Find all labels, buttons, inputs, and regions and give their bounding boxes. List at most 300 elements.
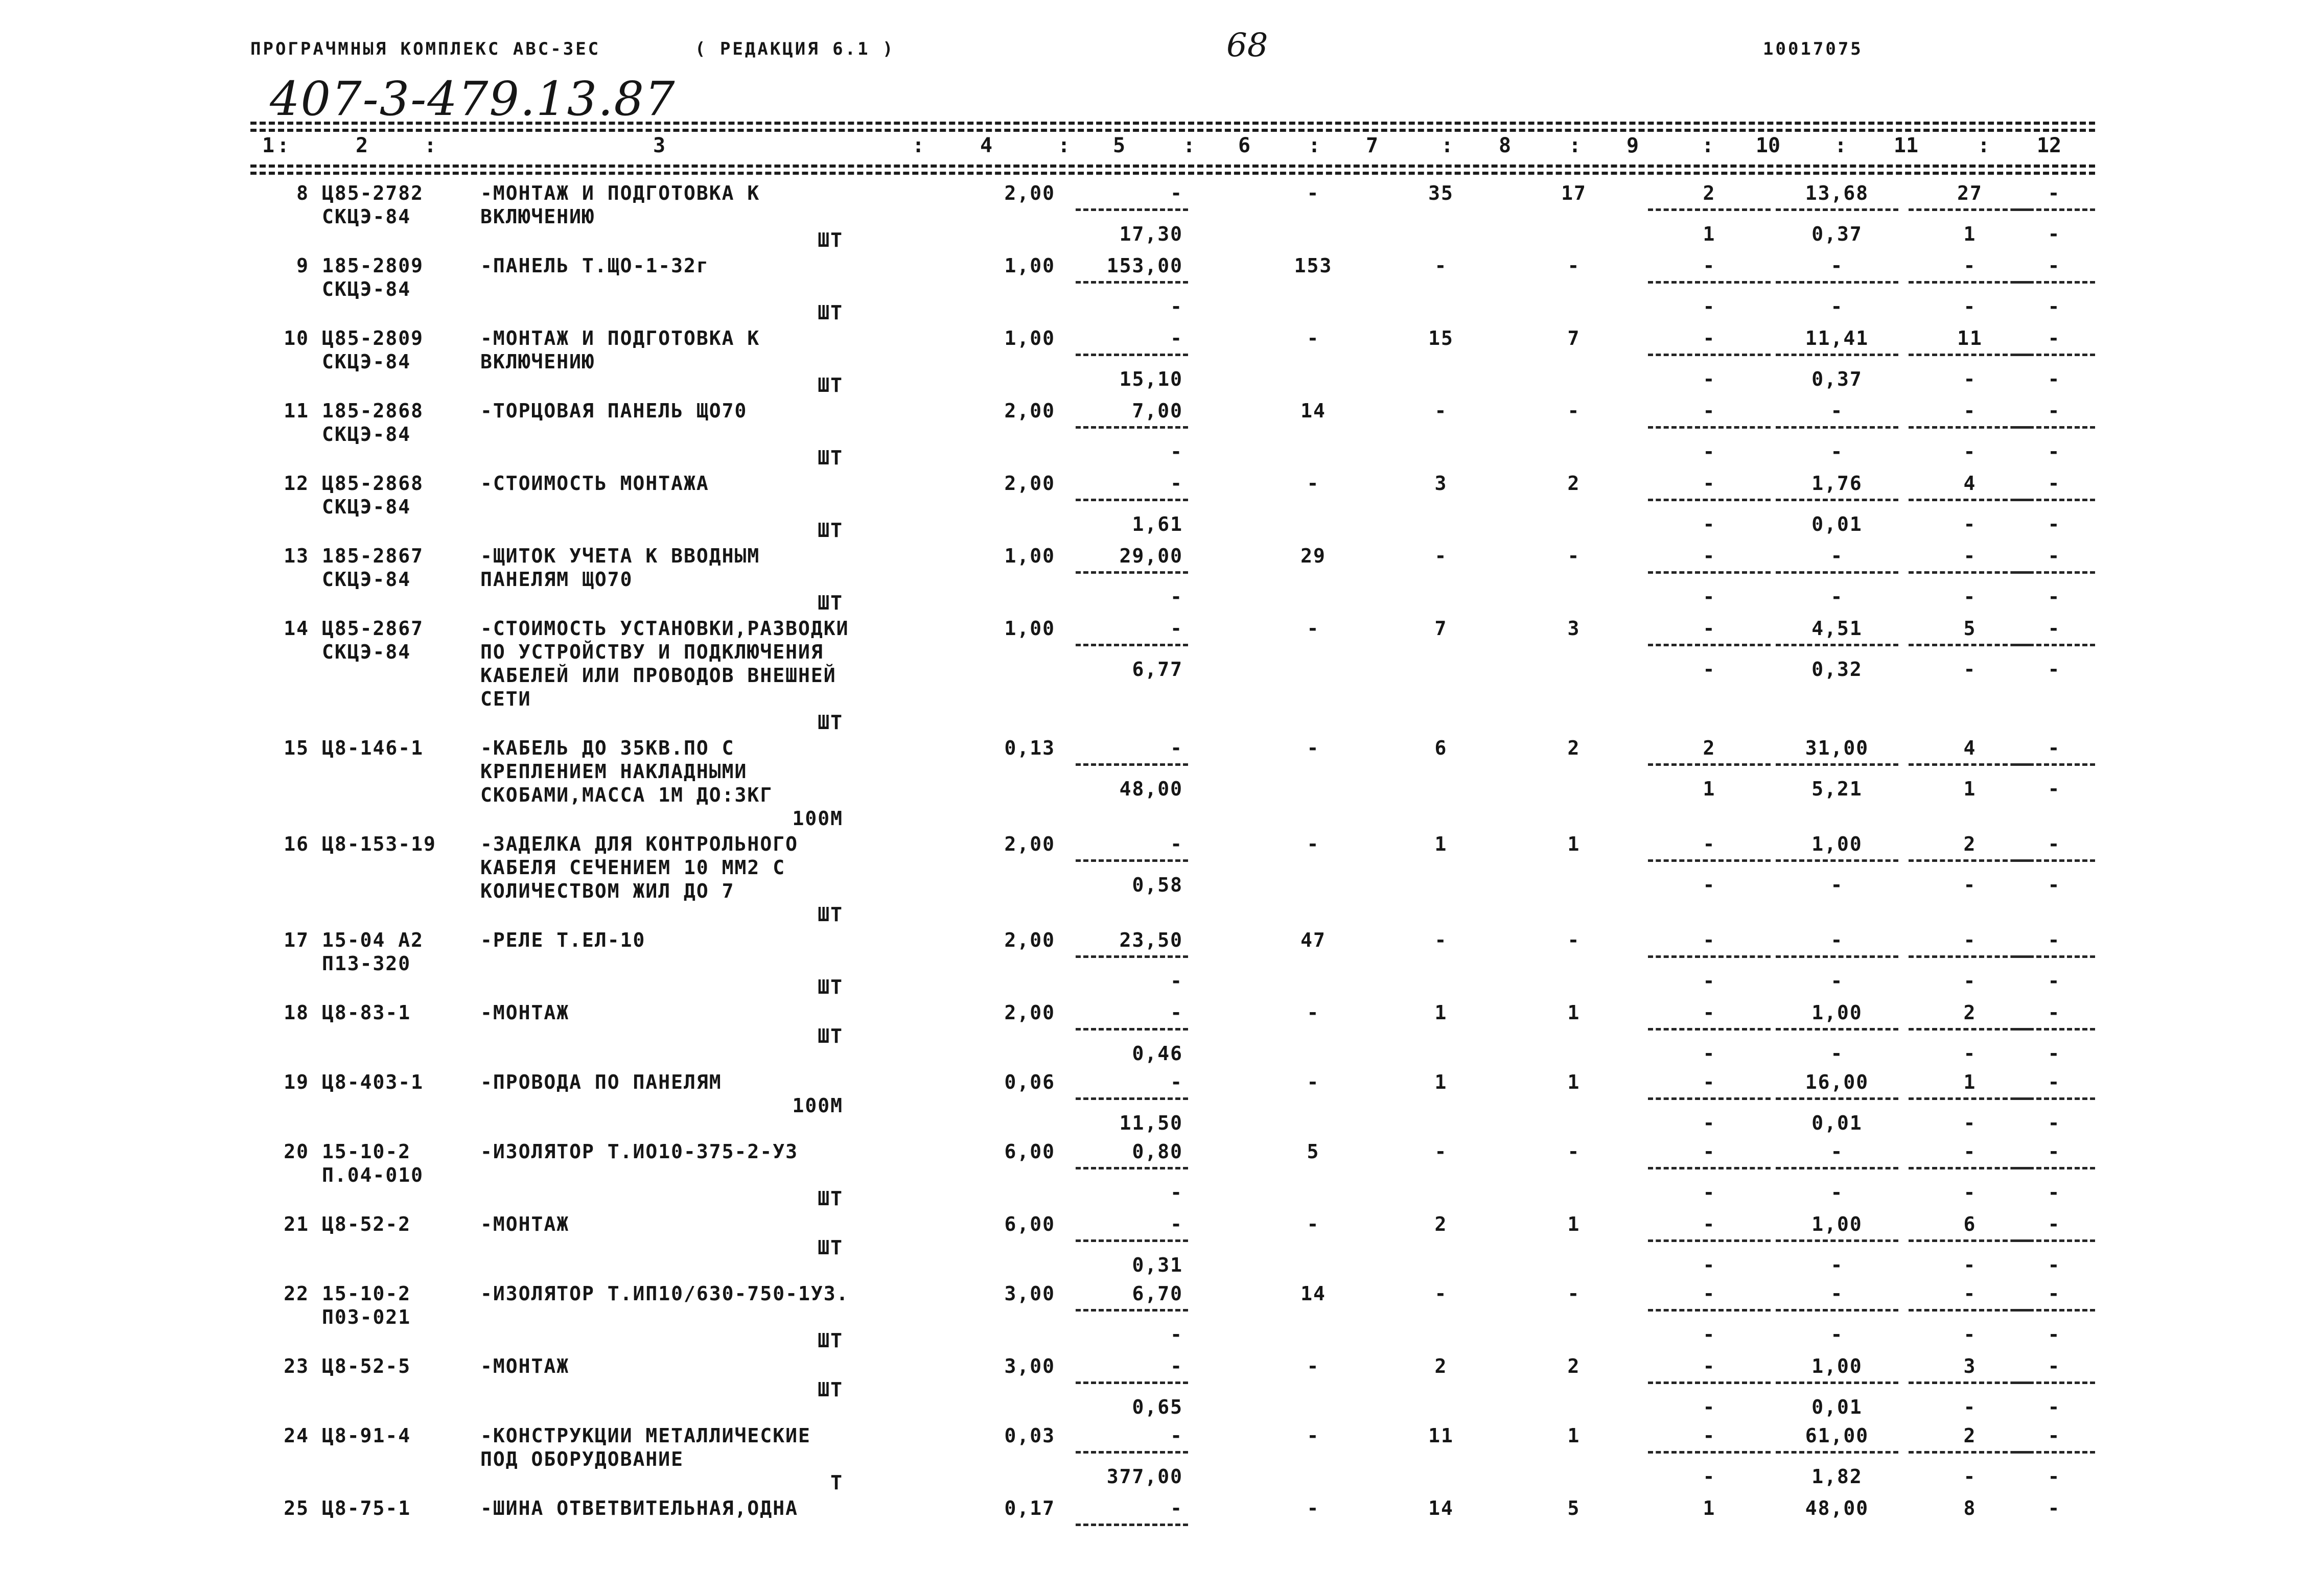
- row-c11-upper: -: [1963, 400, 1977, 422]
- row-unit-price: 29,00: [1119, 545, 1183, 567]
- row-total-cost: -: [1307, 1497, 1320, 1519]
- row-c11-lower: -: [1963, 1254, 1977, 1276]
- row-price-divider: [1076, 1167, 1188, 1169]
- row-wages-total: 1: [1434, 833, 1448, 855]
- row-c10-lower: -: [1830, 586, 1844, 608]
- row-c12-lower: -: [2048, 1254, 2061, 1276]
- row-description: -РЕЛЕ Т.ЕЛ-10: [480, 929, 646, 951]
- row-code: 185-2809: [322, 254, 424, 277]
- column-number-8: 8: [1498, 134, 1512, 157]
- row-c9-divider: [1648, 1239, 1771, 1242]
- row-c11-upper: 2: [1963, 833, 1977, 855]
- row-c9-lower: -: [1703, 295, 1716, 318]
- row-c12-divider: [2013, 1451, 2095, 1454]
- row-description: -ШИНА ОТВЕТВИТЕЛЬНАЯ,ОДНА: [480, 1497, 798, 1519]
- row-c11-lower: -: [1963, 1181, 1977, 1204]
- row-c11-divider: [1909, 1167, 2031, 1169]
- row-total-cost: 5: [1307, 1140, 1320, 1163]
- row-c9-lower: -: [1703, 970, 1716, 992]
- row-c9-lower: -: [1703, 440, 1716, 463]
- row-c10-divider: [1776, 1167, 1898, 1169]
- row-c12-upper: -: [2048, 737, 2061, 759]
- row-c10-upper: 1,76: [1811, 472, 1863, 495]
- row-c10-upper: 1,00: [1811, 1213, 1863, 1235]
- row-c12-upper: -: [2048, 1497, 2061, 1519]
- row-code: Ц8-52-2: [322, 1213, 411, 1235]
- row-c10-divider: [1776, 859, 1898, 862]
- row-unit: ШТ: [818, 1378, 843, 1401]
- row-total-cost: -: [1307, 1355, 1320, 1377]
- row-c10-lower: 0,01: [1811, 1396, 1863, 1418]
- row-c9-upper: -: [1703, 472, 1716, 495]
- row-number: 8: [296, 182, 309, 204]
- row-unit-price-wages: -: [1170, 970, 1183, 992]
- row-quantity: 1,00: [1004, 617, 1055, 640]
- row-unit-price-wages: 0,65: [1132, 1396, 1183, 1418]
- row-c10-lower: 5,21: [1811, 778, 1863, 800]
- row-c9-upper: 2: [1703, 737, 1716, 759]
- row-price-divider: [1076, 1451, 1188, 1454]
- row-quantity: 0,13: [1004, 737, 1055, 759]
- row-code: Ц8-146-1: [322, 737, 424, 759]
- row-c10-upper: -: [1830, 545, 1844, 567]
- row-price-divider: [1076, 1028, 1188, 1031]
- row-wages-total: 1: [1434, 1001, 1448, 1024]
- row-c10-divider: [1776, 955, 1898, 958]
- row-description: -МОНТАЖ: [480, 1213, 570, 1235]
- row-price-divider: [1076, 354, 1188, 356]
- row-code: СКЦЭ-84: [322, 641, 411, 663]
- row-c12-lower: -: [2048, 1112, 2061, 1134]
- row-quantity: 0,03: [1004, 1424, 1055, 1447]
- row-c9-upper: -: [1703, 1355, 1716, 1377]
- row-unit: ШТ: [818, 976, 843, 998]
- row-number: 15: [284, 737, 309, 759]
- row-total-cost: -: [1307, 1213, 1320, 1235]
- row-c10-upper: -: [1830, 254, 1844, 277]
- row-c11-divider: [1909, 1381, 2031, 1384]
- row-wages-total: 7: [1434, 617, 1448, 640]
- row-quantity: 2,00: [1004, 1001, 1055, 1024]
- row-description: -ИЗОЛЯТОР Т.ИО10-375-2-У3: [480, 1140, 798, 1163]
- row-c12-upper: -: [2048, 545, 2061, 567]
- row-wages-total: 6: [1434, 737, 1448, 759]
- row-c11-upper: 6: [1963, 1213, 1977, 1235]
- row-number: 24: [284, 1424, 309, 1447]
- row-c11-divider: [1909, 763, 2031, 766]
- row-wages-total: -: [1434, 1282, 1448, 1305]
- row-unit-price-wages: -: [1170, 1323, 1183, 1346]
- row-quantity: 2,00: [1004, 182, 1055, 204]
- row-c9-lower: -: [1703, 1323, 1716, 1346]
- row-c11-upper: -: [1963, 254, 1977, 277]
- row-unit-price: -: [1170, 182, 1183, 204]
- row-c12-lower: -: [2048, 1396, 2061, 1418]
- column-number-6: 6: [1238, 134, 1251, 157]
- row-description: ПО УСТРОЙСТВУ И ПОДКЛЮЧЕНИЯ: [480, 641, 824, 663]
- row-c10-lower: -: [1830, 1254, 1844, 1276]
- column-number-4: 4: [980, 134, 993, 157]
- row-total-cost: -: [1307, 182, 1320, 204]
- row-c11-divider: [1909, 208, 2031, 211]
- row-unit-price: -: [1170, 1213, 1183, 1235]
- row-c9-upper: -: [1703, 1282, 1716, 1305]
- row-c12-upper: -: [2048, 929, 2061, 951]
- row-c9-upper: -: [1703, 1001, 1716, 1024]
- row-quantity: 2,00: [1004, 929, 1055, 951]
- row-c9-upper: 1: [1703, 1497, 1716, 1519]
- row-unit-price-wages: -: [1170, 1181, 1183, 1204]
- row-c10-divider: [1776, 1381, 1898, 1384]
- row-c11-lower: -: [1963, 970, 1977, 992]
- row-number: 18: [284, 1001, 309, 1024]
- row-number: 23: [284, 1355, 309, 1377]
- row-code: СКЦЭ-84: [322, 568, 411, 591]
- row-c9-upper: -: [1703, 617, 1716, 640]
- row-description: СЕТИ: [480, 688, 531, 710]
- row-c9-lower: -: [1703, 1181, 1716, 1204]
- row-description: -ЗАДЕЛКА ДЛЯ КОНТРОЛЬНОГО: [480, 833, 798, 855]
- row-unit-price-wages: 17,30: [1119, 223, 1183, 245]
- row-price-divider: [1076, 955, 1188, 958]
- row-unit: ШТ: [818, 903, 843, 926]
- row-unit: ШТ: [818, 519, 843, 542]
- row-c12-upper: -: [2048, 472, 2061, 495]
- row-c9-divider: [1648, 1451, 1771, 1454]
- row-c10-lower: -: [1830, 295, 1844, 318]
- row-c12-upper: -: [2048, 400, 2061, 422]
- row-price-divider: [1076, 1097, 1188, 1100]
- row-description: -ПРОВОДА ПО ПАНЕЛЯМ: [480, 1071, 722, 1093]
- row-code: Ц8-403-1: [322, 1071, 424, 1093]
- row-price-divider: [1076, 571, 1188, 574]
- row-unit-price: -: [1170, 1355, 1183, 1377]
- row-c11-lower: 1: [1963, 223, 1977, 245]
- row-c9-lower: -: [1703, 1254, 1716, 1276]
- row-unit: 100М: [792, 807, 843, 830]
- row-c12-lower: -: [2048, 440, 2061, 463]
- row-quantity: 1,00: [1004, 254, 1055, 277]
- row-c9-lower: 1: [1703, 223, 1716, 245]
- column-number-5: 5: [1112, 134, 1126, 157]
- row-c10-divider: [1776, 1239, 1898, 1242]
- row-c10-divider: [1776, 644, 1898, 646]
- row-code: Ц85-2867: [322, 617, 424, 640]
- row-code: Ц8-52-5: [322, 1355, 411, 1377]
- row-c12-divider: [2013, 644, 2095, 646]
- row-description: ПАНЕЛЯМ ЩО70: [480, 568, 633, 591]
- row-machines-total: 2: [1567, 472, 1581, 495]
- row-number: 12: [284, 472, 309, 495]
- row-machines-total: 2: [1567, 1355, 1581, 1377]
- row-c11-upper: 8: [1963, 1497, 1977, 1519]
- row-c9-divider: [1648, 955, 1771, 958]
- row-c11-lower: -: [1963, 1465, 1977, 1488]
- row-description: -ПАНЕЛЬ Т.ЩО-1-32г: [480, 254, 709, 277]
- row-total-cost: -: [1307, 327, 1320, 349]
- row-number: 19: [284, 1071, 309, 1093]
- row-description: ПОД ОБОРУДОВАНИЕ: [480, 1448, 684, 1470]
- row-price-divider: [1076, 426, 1188, 429]
- row-c11-divider: [1909, 1309, 2031, 1312]
- row-description: -КАБЕЛЬ ДО 35КВ.ПО С: [480, 737, 735, 759]
- row-unit-price: 7,00: [1132, 400, 1183, 422]
- row-wages-total: 3: [1434, 472, 1448, 495]
- row-code: 185-2867: [322, 545, 424, 567]
- row-c10-upper: 48,00: [1805, 1497, 1869, 1519]
- row-c12-divider: [2013, 281, 2095, 284]
- row-total-cost: -: [1307, 1424, 1320, 1447]
- row-c10-upper: -: [1830, 1282, 1844, 1305]
- row-c12-divider: [2013, 426, 2095, 429]
- row-c12-lower: -: [2048, 1042, 2061, 1065]
- row-machines-total: -: [1567, 1140, 1581, 1163]
- program-title: ПРОГРАЧМНЫЯ КОМПЛЕКС АВС-ЗЕС: [250, 39, 601, 59]
- row-c12-upper: -: [2048, 617, 2061, 640]
- row-c10-divider: [1776, 1028, 1898, 1031]
- row-c11-divider: [1909, 955, 2031, 958]
- row-description: -СТОИМОСТЬ УСТАНОВКИ,РАЗВОДКИ: [480, 617, 849, 640]
- document-code: 10017075: [1763, 39, 1863, 59]
- row-code: 15-10-2: [322, 1140, 411, 1163]
- row-c11-divider: [1909, 1451, 2031, 1454]
- row-total-cost: 14: [1300, 1282, 1326, 1305]
- row-c10-upper: 16,00: [1805, 1071, 1869, 1093]
- row-c11-upper: -: [1963, 929, 1977, 951]
- row-machines-total: 2: [1567, 737, 1581, 759]
- row-c12-upper: -: [2048, 1071, 2061, 1093]
- row-c10-divider: [1776, 354, 1898, 356]
- row-c12-lower: -: [2048, 223, 2061, 245]
- row-unit: ШТ: [818, 711, 843, 734]
- row-c10-upper: 11,41: [1805, 327, 1869, 349]
- row-c9-lower: -: [1703, 586, 1716, 608]
- row-description: -ИЗОЛЯТОР Т.ИП10/630-750-1У3.: [480, 1282, 849, 1305]
- row-c9-upper: -: [1703, 1071, 1716, 1093]
- row-c9-upper: -: [1703, 254, 1716, 277]
- row-unit-price: -: [1170, 472, 1183, 495]
- row-price-divider: [1076, 1381, 1188, 1384]
- row-machines-total: 3: [1567, 617, 1581, 640]
- row-c10-upper: -: [1830, 400, 1844, 422]
- row-unit: ШТ: [818, 1025, 843, 1047]
- row-c12-upper: -: [2048, 254, 2061, 277]
- row-c9-upper: -: [1703, 833, 1716, 855]
- row-unit-price-wages: 48,00: [1119, 778, 1183, 800]
- row-unit-price-wages: 0,58: [1132, 874, 1183, 896]
- row-wages-total: 35: [1428, 182, 1454, 204]
- row-c11-upper: 11: [1957, 327, 1983, 349]
- row-price-divider: [1076, 859, 1188, 862]
- row-c12-divider: [2013, 955, 2095, 958]
- row-number: 20: [284, 1140, 309, 1163]
- row-c12-lower: -: [2048, 1465, 2061, 1488]
- row-code: Ц8-153-19: [322, 833, 436, 855]
- row-wages-total: 2: [1434, 1213, 1448, 1235]
- row-c12-lower: -: [2048, 586, 2061, 608]
- row-c10-lower: -: [1830, 1181, 1844, 1204]
- row-c11-lower: -: [1963, 368, 1977, 390]
- row-c9-lower: -: [1703, 1112, 1716, 1134]
- row-c11-divider: [1909, 644, 2031, 646]
- row-c12-divider: [2013, 1381, 2095, 1384]
- row-c11-lower: -: [1963, 440, 1977, 463]
- row-price-divider: [1076, 1309, 1188, 1312]
- row-code: П.04-010: [322, 1164, 424, 1186]
- row-wages-total: 2: [1434, 1355, 1448, 1377]
- row-machines-total: 1: [1567, 1424, 1581, 1447]
- row-number: 17: [284, 929, 309, 951]
- row-total-cost: -: [1307, 737, 1320, 759]
- row-c9-lower: -: [1703, 1042, 1716, 1065]
- row-number: 25: [284, 1497, 309, 1519]
- row-c12-divider: [2013, 1239, 2095, 1242]
- handwritten-project-code: 407-3-479.13.87: [270, 72, 676, 126]
- row-c11-divider: [1909, 354, 2031, 356]
- row-c9-upper: -: [1703, 929, 1716, 951]
- row-c12-lower: -: [2048, 970, 2061, 992]
- row-total-cost: 153: [1294, 254, 1333, 277]
- row-c10-divider: [1776, 1309, 1898, 1312]
- row-description: -МОНТАЖ: [480, 1001, 570, 1024]
- column-number-2: 2: [355, 134, 368, 157]
- row-price-divider: [1076, 499, 1188, 501]
- row-c11-upper: 2: [1963, 1001, 1977, 1024]
- row-c10-lower: -: [1830, 440, 1844, 463]
- row-c10-divider: [1776, 499, 1898, 501]
- row-c9-lower: -: [1703, 368, 1716, 390]
- row-quantity: 1,00: [1004, 545, 1055, 567]
- row-quantity: 2,00: [1004, 400, 1055, 422]
- row-c12-lower: -: [2048, 778, 2061, 800]
- row-unit-price: -: [1170, 1424, 1183, 1447]
- row-unit: Т: [830, 1471, 843, 1494]
- row-wages-total: 14: [1428, 1497, 1454, 1519]
- row-c9-lower: -: [1703, 874, 1716, 896]
- row-unit-price-wages: 15,10: [1119, 368, 1183, 390]
- row-unit-price: -: [1170, 617, 1183, 640]
- row-c12-divider: [2013, 1309, 2095, 1312]
- row-c10-lower: 0,32: [1811, 658, 1863, 681]
- row-unit: 100М: [792, 1094, 843, 1117]
- row-c10-divider: [1776, 426, 1898, 429]
- row-c9-divider: [1648, 1167, 1771, 1169]
- row-c12-divider: [2013, 354, 2095, 356]
- row-c11-lower: -: [1963, 658, 1977, 681]
- row-c9-divider: [1648, 281, 1771, 284]
- row-unit-price-wages: -: [1170, 586, 1183, 608]
- row-unit-price: -: [1170, 1071, 1183, 1093]
- row-price-divider: [1076, 763, 1188, 766]
- row-c12-divider: [2013, 208, 2095, 211]
- row-c9-lower: 1: [1703, 778, 1716, 800]
- row-unit-price-wages: 11,50: [1119, 1112, 1183, 1134]
- row-c11-divider: [1909, 571, 2031, 574]
- row-unit-price: 6,70: [1132, 1282, 1183, 1305]
- row-c9-lower: -: [1703, 1465, 1716, 1488]
- row-code: Ц85-2868: [322, 472, 424, 495]
- row-c10-lower: 0,37: [1811, 223, 1863, 245]
- row-quantity: 6,00: [1004, 1213, 1055, 1235]
- row-c9-divider: [1648, 1028, 1771, 1031]
- row-c12-lower: -: [2048, 1181, 2061, 1204]
- row-wages-total: 15: [1428, 327, 1454, 349]
- row-quantity: 2,00: [1004, 833, 1055, 855]
- row-machines-total: -: [1567, 400, 1581, 422]
- row-description: -МОНТАЖ И ПОДГОТОВКА К: [480, 182, 760, 204]
- row-unit-price-wages: 0,46: [1132, 1042, 1183, 1065]
- row-code: СКЦЭ-84: [322, 278, 411, 300]
- row-c10-lower: -: [1830, 970, 1844, 992]
- row-unit-price: 0,80: [1132, 1140, 1183, 1163]
- row-c11-upper: -: [1963, 545, 1977, 567]
- row-c12-divider: [2013, 1097, 2095, 1100]
- row-c12-upper: -: [2048, 1355, 2061, 1377]
- row-machines-total: 7: [1567, 327, 1581, 349]
- row-code: П13-320: [322, 952, 411, 975]
- row-unit-price: -: [1170, 833, 1183, 855]
- row-c10-divider: [1776, 281, 1898, 284]
- row-unit-price-wages: -: [1170, 440, 1183, 463]
- row-unit: ШТ: [818, 374, 843, 396]
- row-description: КАБЕЛЕЙ ИЛИ ПРОВОДОВ ВНЕШНЕЙ: [480, 664, 836, 687]
- row-c12-lower: -: [2048, 874, 2061, 896]
- row-machines-total: -: [1567, 929, 1581, 951]
- row-quantity: 2,00: [1004, 472, 1055, 495]
- row-c10-divider: [1776, 763, 1898, 766]
- row-c9-upper: -: [1703, 545, 1716, 567]
- row-code: 15-04 А2: [322, 929, 424, 951]
- row-machines-total: 17: [1561, 182, 1587, 204]
- row-total-cost: 47: [1300, 929, 1326, 951]
- row-c11-divider: [1909, 499, 2031, 501]
- row-wages-total: -: [1434, 254, 1448, 277]
- row-c11-divider: [1909, 1239, 2031, 1242]
- row-c9-upper: -: [1703, 1140, 1716, 1163]
- row-description: -МОНТАЖ И ПОДГОТОВКА К: [480, 327, 760, 349]
- row-c10-lower: 0,37: [1811, 368, 1863, 390]
- row-machines-total: 5: [1567, 1497, 1581, 1519]
- row-wages-total: 1: [1434, 1071, 1448, 1093]
- row-unit: ШТ: [818, 1187, 843, 1210]
- row-wages-total: -: [1434, 929, 1448, 951]
- row-machines-total: -: [1567, 545, 1581, 567]
- row-description: -КОНСТРУКЦИИ МЕТАЛЛИЧЕСКИЕ: [480, 1424, 811, 1447]
- row-c10-divider: [1776, 208, 1898, 211]
- row-c10-lower: -: [1830, 1042, 1844, 1065]
- row-c12-lower: -: [2048, 368, 2061, 390]
- row-code: Ц8-83-1: [322, 1001, 411, 1024]
- row-c11-lower: 1: [1963, 778, 1977, 800]
- column-number-10: 10: [1755, 134, 1781, 157]
- row-c12-lower: -: [2048, 1323, 2061, 1346]
- row-c11-lower: -: [1963, 586, 1977, 608]
- row-c12-lower: -: [2048, 295, 2061, 318]
- row-wages-total: -: [1434, 1140, 1448, 1163]
- row-price-divider: [1076, 281, 1188, 284]
- row-c12-divider: [2013, 859, 2095, 862]
- row-c12-upper: -: [2048, 1282, 2061, 1305]
- row-unit-price: -: [1170, 1497, 1183, 1519]
- row-c12-divider: [2013, 499, 2095, 501]
- row-c10-upper: 4,51: [1811, 617, 1863, 640]
- row-unit-price: 153,00: [1106, 254, 1183, 277]
- row-c11-lower: -: [1963, 513, 1977, 535]
- row-machines-total: 1: [1567, 1071, 1581, 1093]
- column-number-3: 3: [653, 134, 666, 157]
- row-unit: ШТ: [818, 592, 843, 614]
- row-c9-upper: -: [1703, 400, 1716, 422]
